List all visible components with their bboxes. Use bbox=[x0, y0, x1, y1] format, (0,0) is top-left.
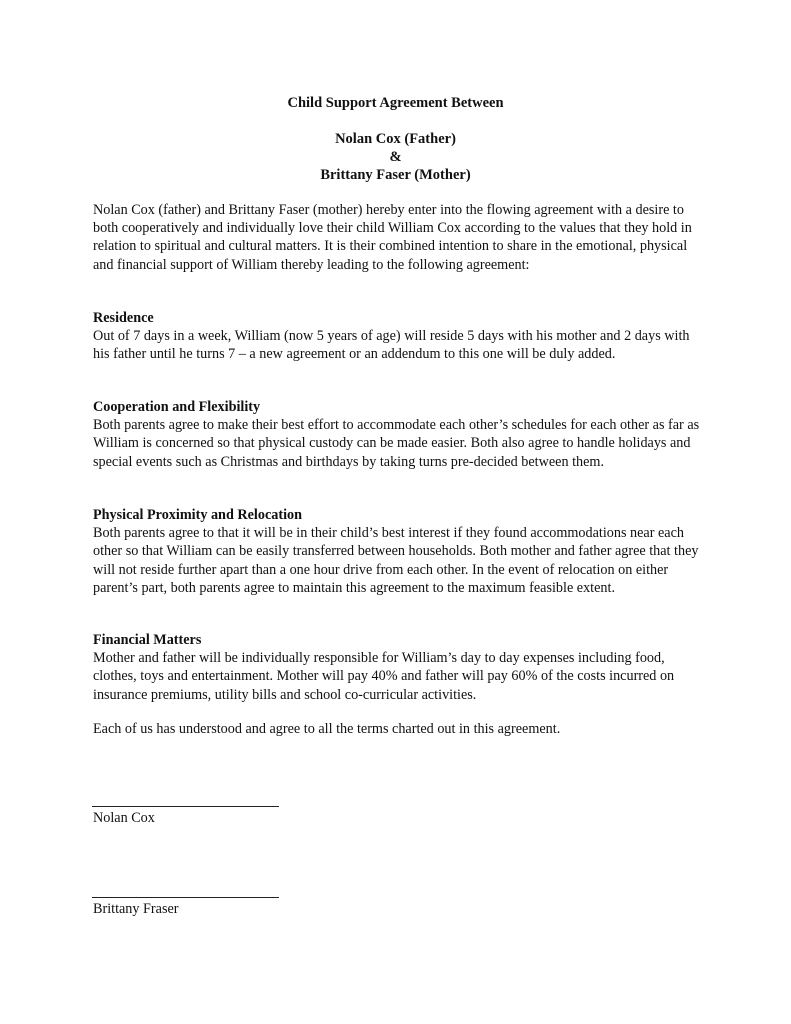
section-heading: Physical Proximity and Relocation bbox=[93, 507, 302, 523]
party-father: Nolan Cox (Father) bbox=[335, 131, 456, 147]
signature-name-mother: Brittany Fraser bbox=[93, 901, 179, 917]
section-body: Mother and father will be individually responsible for William’s day to day expenses including food, clothes, toys and entertainment. Mother will pay 40% and father will pay 60% of the costs incurred on insurance premiums, utility bills and school co-curricular activities. bbox=[93, 650, 675, 703]
parties-block bbox=[0, 130, 791, 184]
section-residence bbox=[93, 309, 703, 364]
signature-name-father: Nolan Cox bbox=[93, 810, 155, 826]
section-body: Out of 7 days in a week, William (now 5 years of age) will reside 5 days with his mother and 2 days with his father until he turns 7 – a new agreement or an addendum to this one will be duly added. bbox=[93, 328, 690, 363]
signature-line-mother bbox=[92, 897, 279, 898]
party-ampersand: & bbox=[389, 149, 402, 165]
section-heading: Residence bbox=[93, 310, 154, 326]
section-heading: Financial Matters bbox=[93, 632, 202, 648]
signature-line-father bbox=[92, 806, 279, 807]
section-financial bbox=[93, 631, 703, 704]
party-mother: Brittany Faser (Mother) bbox=[320, 167, 471, 183]
section-cooperation bbox=[93, 398, 703, 471]
document-title: Child Support Agreement Between bbox=[287, 95, 504, 111]
section-body: Both parents agree to that it will be in their child’s best interest if they found accommodations near each other so that William can be easily transferred between households. Both mother and father agree that they will not reside further apart than a one hour drive from each other. In the event of relocation on either parent’s part, both parents agree to maintain this agreement to the maximum feasible extent. bbox=[93, 525, 699, 596]
intro-paragraph: Nolan Cox (father) and Brittany Faser (mother) hereby enter into the flowing agreement with a desire to both cooperatively and individually love their child William Cox according to the values that they hold in relation to spiritual and cultural matters. It is their combined intention to share in the emotional, physical and financial support of William thereby leading to the following agreement: bbox=[93, 202, 692, 273]
section-heading: Cooperation and Flexibility bbox=[93, 399, 261, 415]
section-proximity bbox=[93, 506, 703, 597]
closing-statement: Each of us has understood and agree to all the terms charted out in this agreement. bbox=[93, 721, 561, 737]
section-body: Both parents agree to make their best effort to accommodate each other’s schedules for each other as far as William is concerned so that physical custody can be made easier. Both also agree to handle holidays and special events such as Christmas and birthdays by taking turns pre-decided between them. bbox=[93, 417, 700, 470]
